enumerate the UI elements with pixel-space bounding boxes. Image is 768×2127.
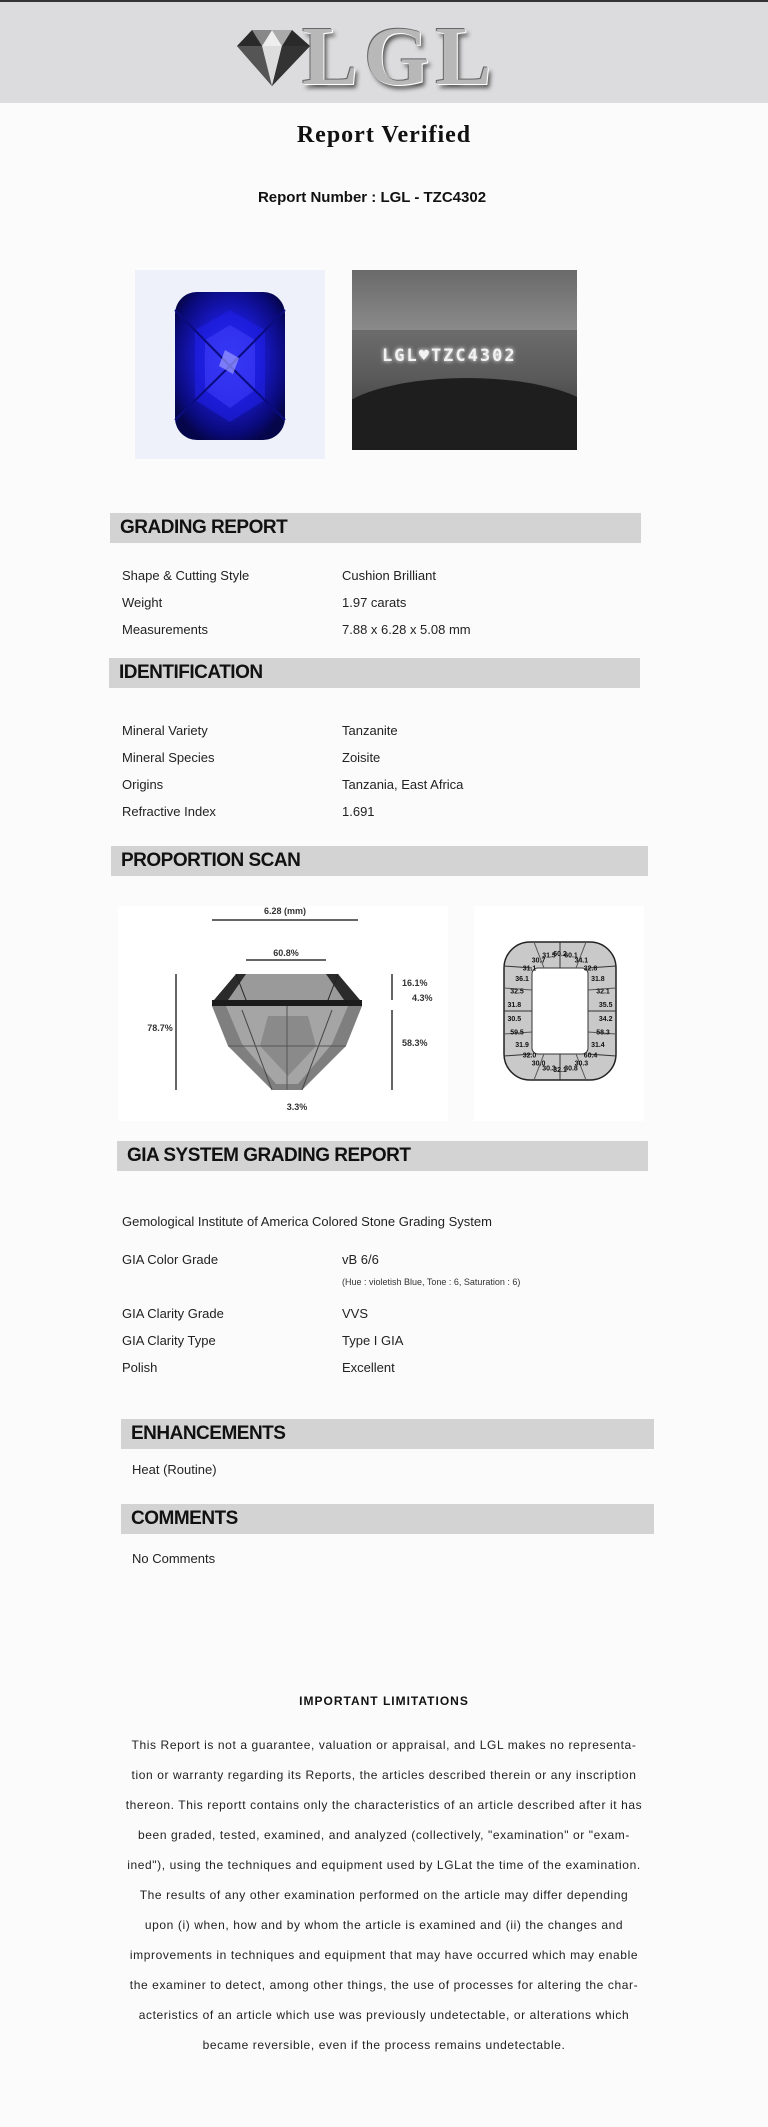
top-view-facet-label: 31.4 — [591, 1041, 605, 1049]
profile-diagram — [118, 906, 448, 1121]
top-view-facet-label: 32.1 — [553, 1067, 567, 1074]
limitations-line: been graded, tested, examined, and analyzed (collectively, "examination" or "exam- — [138, 1828, 630, 1842]
limitations-line: upon (i) when, how and by whom the article is examined and (ii) the changes and — [144, 1918, 624, 1932]
top-view-facet-label: 34.2 — [598, 1016, 613, 1023]
top-view-facet-label: 31.8 — [507, 1002, 522, 1009]
grading-value-weight: 1.97 carats — [342, 595, 407, 610]
limitations-line: acteristics of an article which use was previously undetectable, or alterations which — [138, 2008, 630, 2022]
top-view-facet-label: 32.0 — [522, 1052, 537, 1060]
top-view-facet-label: 30.0 — [531, 1060, 546, 1068]
top-view-facet-label: 30.8 — [564, 1065, 578, 1073]
top-view-facet-label: 32.8 — [583, 965, 598, 973]
report-number: Report Number : LGL - TZC4302 — [257, 189, 487, 206]
logo-text: LGL — [302, 10, 498, 103]
limitations-line: thereon. This reportt contains only the characteristics of an article described after it has — [125, 1798, 643, 1812]
profile-depth-label: 78.7% — [147, 1023, 173, 1033]
limitations-line: became reversible, even if the process remains undetectable. — [202, 2038, 566, 2052]
profile-width-label: 6.28 (mm) — [263, 906, 307, 916]
gia-label-clarity: GIA Clarity Grade — [122, 1306, 224, 1321]
grading-label-measurements: Measurements — [122, 622, 208, 637]
top-view-diagram — [474, 906, 644, 1121]
top-view-facet-label: 30.5 — [507, 1016, 522, 1023]
identification-heading: IDENTIFICATION — [109, 658, 640, 688]
grading-label-shape: Shape & Cutting Style — [122, 568, 250, 583]
id-value-variety: Tanzanite — [342, 723, 398, 738]
id-value-species: Zoisite — [342, 750, 381, 765]
photo-band — [352, 270, 577, 330]
inscription-photo — [352, 270, 577, 450]
limitations-heading: IMPORTANT LIMITATIONS — [299, 1694, 469, 1708]
id-label-variety: Mineral Variety — [122, 723, 208, 738]
top-view-facet-label: 35.5 — [598, 1002, 613, 1009]
top-view-facet-label: 59.5 — [510, 1029, 524, 1037]
id-label-origins: Origins — [122, 777, 164, 792]
enhancements-text: Heat (Routine) — [132, 1462, 217, 1477]
profile-crown-label: 16.1% — [402, 978, 428, 988]
comments-text: No Comments — [132, 1551, 216, 1566]
grading-value-shape: Cushion Brilliant — [342, 568, 436, 583]
gia-intro: Gemological Institute of America Colored Stone Grading System — [122, 1214, 492, 1229]
top-view-facet-label: 30.3 — [574, 1060, 589, 1068]
id-value-ri: 1.691 — [342, 804, 375, 819]
gia-label-clarity-type: GIA Clarity Type — [122, 1333, 216, 1348]
id-value-origins: Tanzania, East Africa — [342, 777, 464, 792]
profile-table-label: 60.8% — [273, 948, 299, 958]
id-label-species: Mineral Species — [122, 750, 215, 765]
grading-value-measurements: 7.88 x 6.28 x 5.08 mm — [342, 622, 471, 637]
gia-value-color: vB 6/6 — [342, 1252, 379, 1267]
page-title: Report Verified — [296, 122, 472, 148]
enhancements-heading: ENHANCEMENTS — [121, 1419, 654, 1449]
limitations-line: tion or warranty regarding its Reports, the articles described therein or any inscription — [131, 1768, 637, 1782]
profile-girdle-label: 4.3% — [412, 993, 433, 1003]
top-view-facet-label: 30.7 — [531, 957, 546, 965]
grading-label-weight: Weight — [122, 595, 163, 610]
gia-color-note: (Hue : violetish Blue, Tone : 6, Saturation : 6) — [342, 1277, 521, 1287]
top-view-facet-label: 34.1 — [574, 957, 589, 965]
top-view-facet-label: 32.5 — [510, 988, 524, 996]
top-view-facet-label: 30.3 — [542, 1065, 556, 1073]
top-view-facet-label: 60.1 — [564, 952, 578, 960]
gia-value-clarity: VVS — [342, 1306, 369, 1321]
gia-heading: GIA SYSTEM GRADING REPORT — [117, 1141, 648, 1171]
top-view-facet-label: 60.2 — [553, 951, 567, 958]
top-view-facet-label: 58.3 — [596, 1029, 610, 1037]
top-view-facet-label: 31.5 — [542, 952, 556, 960]
gia-label-color: GIA Color Grade — [122, 1252, 219, 1267]
limitations-line: This Report is not a guarantee, valuation or appraisal, and LGL makes no representa- — [131, 1738, 637, 1752]
top-view-facet-label: 36.1 — [515, 976, 529, 984]
limitations-line: improvements in techniques and equipment that may have occurred which may enable — [129, 1948, 639, 1962]
grading-report-heading: GRADING REPORT — [110, 513, 641, 543]
comments-heading: COMMENTS — [121, 1504, 654, 1534]
profile-pavilion-label: 58.3% — [402, 1038, 428, 1048]
top-view-facet-label: 31.8 — [591, 976, 605, 984]
gia-value-polish: Excellent — [342, 1360, 395, 1375]
top-view-facet-label: 60.4 — [583, 1052, 598, 1060]
inscription-text: LGL♥TZC4302 — [382, 346, 517, 366]
proportion-scan-heading: PROPORTION SCAN — [111, 846, 648, 876]
site-header — [0, 2, 768, 103]
limitations-line: the examiner to detect, among other things, the use of processes for altering the char- — [129, 1978, 639, 1992]
photo-shadow — [352, 378, 577, 450]
gia-value-clarity-type: Type I GIA — [342, 1333, 404, 1348]
top-view-facet-label: 32.1 — [596, 988, 610, 996]
profile-culet-label: 3.3% — [286, 1102, 308, 1112]
top-view-facet-label: 31.9 — [515, 1041, 529, 1049]
gem-photo — [135, 270, 325, 459]
limitations-line: ined"), using the techniques and equipment used by LGLat the time of the examination. — [127, 1858, 641, 1872]
gia-label-polish: Polish — [122, 1360, 158, 1375]
top-view-facet-label: 31.1 — [522, 965, 537, 973]
lgl-logo[interactable] — [232, 10, 498, 103]
id-label-ri: Refractive Index — [122, 804, 216, 819]
limitations-line: The results of any other examination performed on the article may differ depending — [139, 1888, 629, 1902]
